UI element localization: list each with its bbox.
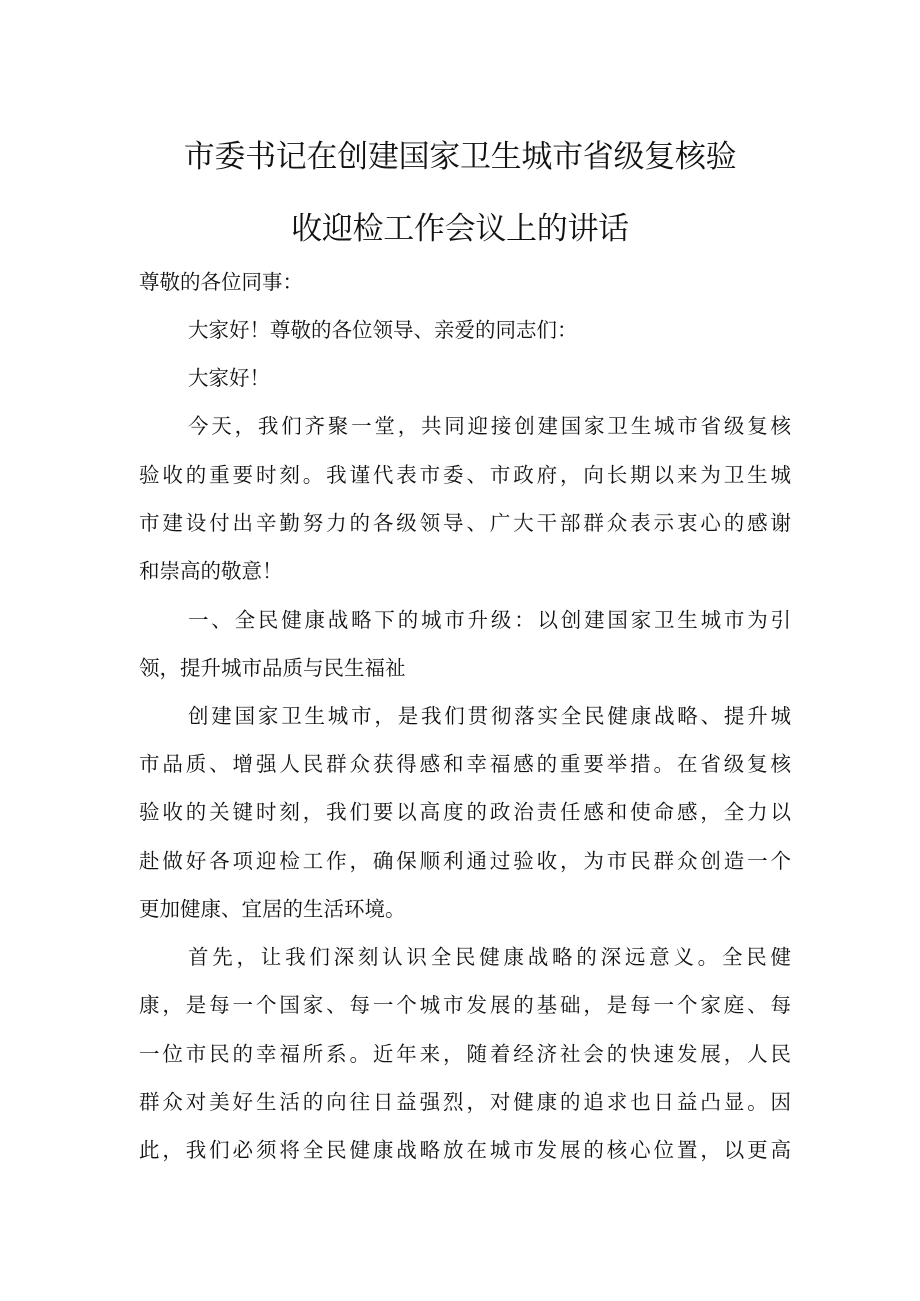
body-text-line: 一位市民的幸福所系。近年来，随着经济社会的快速发展，人民 [139,1042,791,1066]
document-title-line-1: 市委书记在创建国家卫生城市省级复核验 [183,139,737,175]
body-text-line: 市建设付出辛勤努力的各级领导、广大干部群众表示衷心的感谢 [139,511,791,535]
salutation: 尊敬的各位同事： [139,270,303,294]
body-text-line: 今天，我们齐聚一堂，共同迎接创建国家卫生城市省级复核 [188,414,791,438]
greeting-line: 大家好！尊敬的各位领导、亲爱的同志们： [188,318,578,342]
section-heading-line: 一、全民健康战略下的城市升级：以创建国家卫生城市为引 [188,608,791,632]
document-title-line-2: 收迎检工作会议上的讲话 [291,211,629,247]
body-text-line: 此，我们必须将全民健康战略放在城市发展的核心位置，以更高 [139,1138,791,1162]
body-text-line: 创建国家卫生城市，是我们贯彻落实全民健康战略、提升城 [188,704,791,728]
greeting-line: 大家好！ [188,366,270,390]
body-text-line: 更加健康、宜居的生活环境。 [139,897,406,921]
body-text-line: 市品质、增强人民群众获得感和幸福感的重要举措。在省级复核 [139,752,791,776]
body-text-line: 首先，让我们深刻认识全民健康战略的深远意义。全民健 [188,945,791,969]
body-text-line: 验收的重要时刻。我谨代表市委、市政府，向长期以来为卫生城 [139,463,791,487]
body-text-line: 赴做好各项迎检工作，确保顺利通过验收，为市民群众创造一个 [139,849,791,873]
body-text-line: 和崇高的敬意！ [139,559,283,583]
body-text-line: 群众对美好生活的向往日益强烈，对健康的追求也日益凸显。因 [139,1090,791,1114]
body-text-line: 康，是每一个国家、每一个城市发展的基础，是每一个家庭、每 [139,993,791,1017]
body-text-line: 验收的关键时刻，我们要以高度的政治责任感和使命感，全力以 [139,800,791,824]
section-heading-line: 领，提升城市品质与民生福祉 [139,656,406,680]
